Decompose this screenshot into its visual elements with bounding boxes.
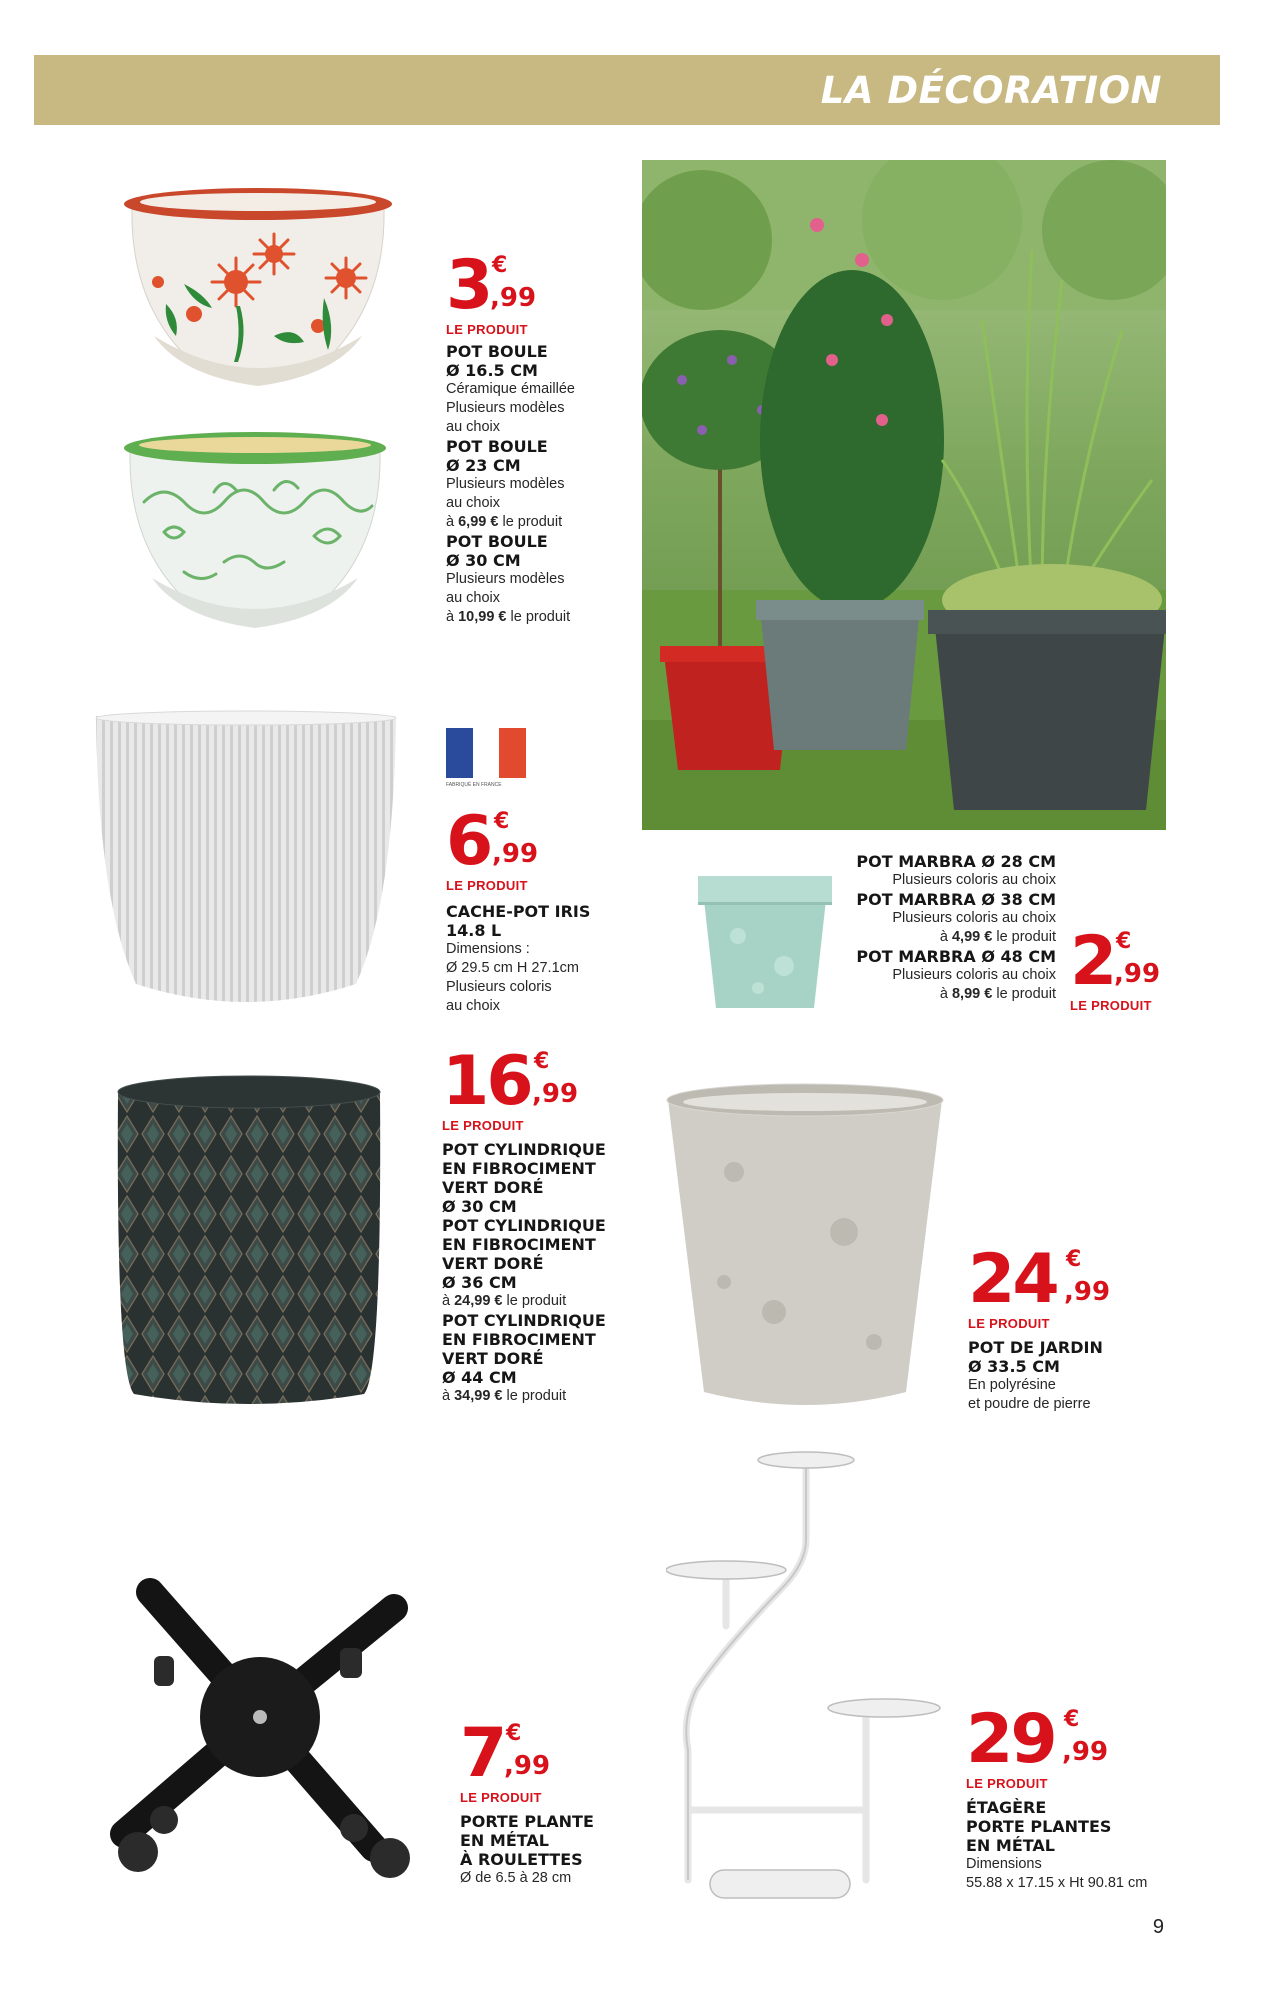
price-prefix: à [939, 986, 948, 1002]
variant-name: POT MARBRA Ø 38 CM [856, 890, 1056, 909]
price-cents: ,99 [1114, 959, 1161, 989]
variant-size: Ø 23 CM [446, 456, 521, 475]
pot-boule-green-image [124, 432, 386, 636]
variant-price-value: 10,99 € [458, 609, 507, 625]
product-size: Ø 30 CM [442, 1197, 517, 1216]
price-tag: LE PRODUIT [968, 1316, 1050, 1331]
price-currency: € [492, 253, 508, 278]
product-name: POT MARBRA Ø 28 CM [856, 852, 1056, 871]
variant-desc: Plusieurs modèles [446, 571, 565, 587]
product-name: EN MÉTAL [966, 1836, 1055, 1855]
variant-size: Ø 30 CM [446, 551, 521, 570]
product-size: Ø 33.5 CM [968, 1357, 1060, 1376]
pot-boule-orange-image [124, 186, 392, 392]
variant-name: EN FIBROCIMENT [442, 1330, 596, 1349]
variant-price [800, 928, 1056, 947]
product-desc: et poudre de pierre [968, 1396, 1091, 1412]
product-desc: 55.88 x 17.15 x Ht 90.81 cm [966, 1875, 1148, 1891]
price [446, 802, 646, 881]
price-prefix: à [442, 1388, 451, 1404]
price-suffix: le produit [996, 986, 1056, 1002]
variant-price [442, 1292, 662, 1311]
pot-marbra-price-block [1070, 922, 1170, 1014]
variant-price-value: 24,99 € [454, 1293, 503, 1309]
price-euros: 29 [966, 1700, 1055, 1779]
price-tag: LE PRODUIT [460, 1790, 542, 1805]
price-suffix: le produit [510, 609, 571, 625]
variant-name: VERT DORÉ [442, 1254, 544, 1273]
price-prefix: à [446, 609, 455, 625]
product-name: POT DE JARDIN [968, 1338, 1103, 1357]
price [460, 1714, 660, 1793]
porte-plante-image [94, 1552, 426, 1882]
flag-label: FABRIQUÉ EN FRANCE [446, 782, 502, 788]
pot-cylindrique-image [114, 1074, 384, 1410]
variant-size: Ø 44 CM [442, 1368, 517, 1387]
price-euros: 3 [446, 246, 491, 325]
cache-pot-block [446, 802, 646, 1016]
price-euros: 6 [446, 802, 491, 881]
price-euros: 24 [968, 1240, 1057, 1319]
product-name: CACHE-POT IRIS [446, 902, 591, 921]
price-euros: 2 [1070, 922, 1115, 1001]
price [1070, 922, 1170, 1001]
etagere-image [666, 1450, 944, 1910]
product-desc: Plusieurs coloris au choix [892, 872, 1056, 888]
france-flag-icon [446, 728, 526, 778]
product-name: POT CYLINDRIQUE [442, 1140, 606, 1159]
price-tag: LE PRODUIT [1070, 998, 1152, 1013]
variant-price-value: 34,99 € [454, 1388, 503, 1404]
price-cents: ,99 [490, 283, 537, 313]
page-number: 9 [1152, 1916, 1164, 1938]
header-band [34, 55, 1220, 125]
product-desc: En polyrésine [968, 1377, 1056, 1393]
price-euros: 7 [460, 1714, 505, 1793]
pot-boule-block [446, 246, 646, 627]
garden-photo [642, 160, 1166, 830]
product-desc: Ø de 6.5 à 28 cm [460, 1870, 572, 1886]
pot-cylindrique-block [442, 1042, 662, 1406]
variant-desc: Plusieurs modèles [446, 476, 565, 492]
variant-desc: au choix [446, 495, 501, 511]
variant-desc: Plusieurs coloris au choix [892, 967, 1056, 983]
price-prefix: à [446, 514, 455, 530]
product-size: 14.8 L [446, 921, 502, 940]
variant-price [446, 513, 646, 532]
product-name: ÉTAGÈRE [966, 1798, 1047, 1817]
price-currency: € [1116, 929, 1132, 954]
price-tag: LE PRODUIT [446, 878, 528, 893]
variant-price-value: 6,99 € [458, 514, 499, 530]
product-desc: au choix [446, 998, 501, 1014]
price-currency: € [1064, 1707, 1080, 1732]
variant-desc: Plusieurs coloris au choix [892, 910, 1056, 926]
price-cents: ,99 [1062, 1737, 1109, 1767]
price [968, 1240, 1188, 1319]
variant-price-value: 4,99 € [951, 929, 993, 945]
product-name: EN FIBROCIMENT [442, 1159, 596, 1178]
price-suffix: le produit [502, 514, 563, 530]
product-name: POT BOULE [446, 342, 548, 361]
variant-name: POT CYLINDRIQUE [442, 1311, 606, 1330]
price-cents: ,99 [504, 1751, 551, 1781]
price-currency: € [494, 809, 510, 834]
price-currency: € [506, 1721, 522, 1746]
price-prefix: à [939, 929, 948, 945]
variant-price [442, 1387, 662, 1406]
product-desc: Plusieurs coloris [446, 979, 552, 995]
variant-name: VERT DORÉ [442, 1349, 544, 1368]
etagere-block [966, 1700, 1206, 1893]
pot-de-jardin-block [968, 1240, 1188, 1414]
pot-de-jardin-image [664, 1082, 946, 1412]
price [966, 1700, 1206, 1779]
price [442, 1042, 662, 1121]
price-cents: ,99 [1064, 1277, 1111, 1307]
price-tag: LE PRODUIT [442, 1118, 524, 1133]
price-euros: 16 [442, 1042, 531, 1121]
variant-name: POT CYLINDRIQUE [442, 1216, 606, 1235]
price [446, 246, 646, 325]
variant-price [800, 985, 1056, 1004]
product-size: Ø 16.5 CM [446, 361, 538, 380]
price-cents: ,99 [532, 1079, 579, 1109]
variant-name: POT MARBRA Ø 48 CM [856, 947, 1056, 966]
price-prefix: à [442, 1293, 451, 1309]
variant-size: Ø 36 CM [442, 1273, 517, 1292]
variant-price [446, 608, 646, 627]
variant-name: EN FIBROCIMENT [442, 1235, 596, 1254]
product-name: VERT DORÉ [442, 1178, 544, 1197]
pot-marbra-variants [800, 852, 1056, 1004]
price-suffix: le produit [506, 1388, 567, 1404]
product-desc: Dimensions : [446, 941, 530, 957]
price-cents: ,99 [492, 839, 539, 869]
product-desc: Dimensions [966, 1856, 1042, 1872]
price-currency: € [1066, 1247, 1082, 1272]
variant-price-value: 8,99 € [951, 986, 993, 1002]
product-name: EN MÉTAL [460, 1831, 549, 1850]
page-title: LA DÉCORATION [820, 69, 1162, 112]
variant-name: POT BOULE [446, 532, 548, 551]
price-tag: LE PRODUIT [446, 322, 528, 337]
price-currency: € [534, 1049, 550, 1074]
price-tag: LE PRODUIT [966, 1776, 1048, 1791]
price-suffix: le produit [506, 1293, 567, 1309]
product-desc: au choix [446, 419, 501, 435]
product-desc: Ø 29.5 cm H 27.1cm [446, 960, 579, 976]
product-name: À ROULETTES [460, 1850, 583, 1869]
variant-name: POT BOULE [446, 437, 548, 456]
product-name: PORTE PLANTES [966, 1817, 1112, 1836]
price-suffix: le produit [996, 929, 1056, 945]
product-name: PORTE PLANTE [460, 1812, 594, 1831]
variant-desc: au choix [446, 590, 501, 606]
porte-plante-block [460, 1714, 660, 1888]
cache-pot-iris-image [94, 710, 398, 1012]
product-desc: Plusieurs modèles [446, 400, 565, 416]
product-desc: Céramique émaillée [446, 381, 575, 397]
